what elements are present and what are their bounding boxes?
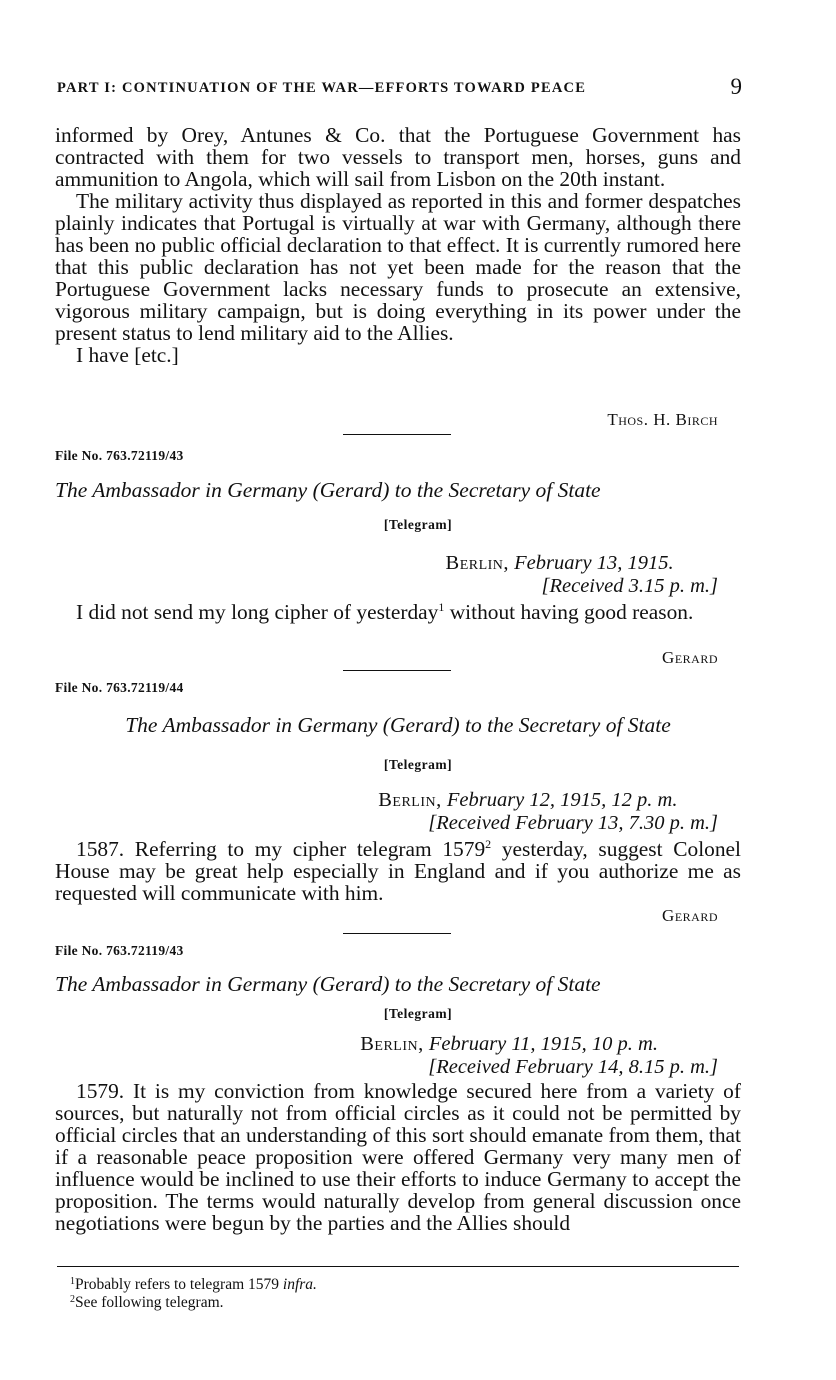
document-heading: The Ambassador in Germany (Gerard) to the Secretary of State — [55, 972, 601, 996]
telegram-label: [Telegram] — [383, 1006, 453, 1021]
page-number: 9 — [730, 74, 742, 99]
dateline-place: Berlin, — [378, 789, 442, 811]
document-heading: The Ambassador in Germany (Gerard) to the Secretary of State — [55, 478, 601, 502]
divider — [343, 670, 451, 671]
file-number: File No. 763.72119/43 — [55, 943, 184, 958]
dateline-date: February 11, 1915, 10 p. m. — [428, 1033, 658, 1055]
dateline-place: Berlin, — [360, 1033, 424, 1055]
footnote: $^1$Probably refers to telegram 1579 infra. — [70, 1276, 317, 1293]
paragraph-2: The military activity thus displayed as reported in this and former despatches plainly indicates that Portugal is virtually at war with Germany, although there has been no public official declaration to that effect. It is currently rumored here that this public declaration has not yet been made for the reason that the Portuguese Government lacks necessary funds to prosecute an extensive, vigorous military campaign, but is doing everything in its power under the present status to lend military aid to the Allies. — [55, 189, 741, 345]
running-head-title: PART I: CONTINUATION OF THE WAR—EFFORTS TOWARD PEACE — [57, 80, 587, 96]
divider — [343, 434, 451, 435]
file-number: File No. 763.72119/43 — [55, 448, 184, 463]
dateline — [378, 789, 718, 835]
dateline-date: February 13, 1915. — [514, 552, 674, 574]
running-head — [57, 76, 742, 102]
telegram-label: [Telegram] — [383, 517, 453, 532]
continuation-letter — [55, 124, 741, 366]
received-line: [Received February 13, 7.30 p. m.] — [428, 812, 718, 834]
telegram-text: 1587. Referring to my cipher telegram 1579$^2$ yesterday, suggest Colonel House may be great help especially in England and if you authorize me as requested will communicate with him. — [55, 837, 741, 905]
closing-1: I have [etc.] — [76, 343, 179, 367]
telegram-body — [55, 1080, 741, 1234]
dateline-place: Berlin, — [445, 552, 510, 574]
telegram-body — [55, 601, 741, 623]
footnote-ref: 2 — [485, 837, 492, 851]
telegram-text: I did not send my long cipher of yesterday$^1$ without having good reason. — [76, 600, 694, 624]
document-heading: The Ambassador in Germany (Gerard) to the Secretary of State — [125, 713, 671, 737]
received-line: [Received February 14, 8.15 p. m.] — [428, 1056, 718, 1078]
dateline — [360, 1033, 718, 1079]
footnote: $^2$See following telegram. — [70, 1294, 224, 1311]
signature-gerard: Gerard — [662, 648, 718, 667]
paragraph-1: informed by Orey, Antunes & Co. that the Portuguese Government has contracted with them for two vessels to transport men, horses, guns and ammunition to Angola, which will sail from Lisbon on the 20th instant. — [55, 123, 741, 191]
footnote-ref: 1 — [438, 600, 445, 614]
signature-gerard: Gerard — [662, 906, 718, 925]
telegram-label: [Telegram] — [383, 757, 453, 772]
received-line: [Received 3.15 p. m.] — [541, 575, 718, 597]
signature-birch: Thos. H. Birch — [607, 410, 718, 429]
dateline-date: February 12, 1915, 12 p. m. — [446, 789, 678, 811]
dateline — [446, 552, 718, 598]
divider — [343, 933, 451, 934]
footnote-divider — [57, 1266, 739, 1267]
telegram-body — [55, 838, 741, 904]
file-number: File No. 763.72119/44 — [55, 680, 184, 695]
telegram-text: 1579. It is my conviction from knowledge secured here from a variety of sources, but naturally not from official circles as it could not be permitted by official circles that an understanding of this sort should emanate from them, that if a reasonable peace proposition were offered Germany very many men of influence would be inclined to use their efforts to induce Germany to accept the proposition. The terms would naturally develop from general discussion once negotiations were begun by the parties and the Allies should — [55, 1079, 741, 1235]
